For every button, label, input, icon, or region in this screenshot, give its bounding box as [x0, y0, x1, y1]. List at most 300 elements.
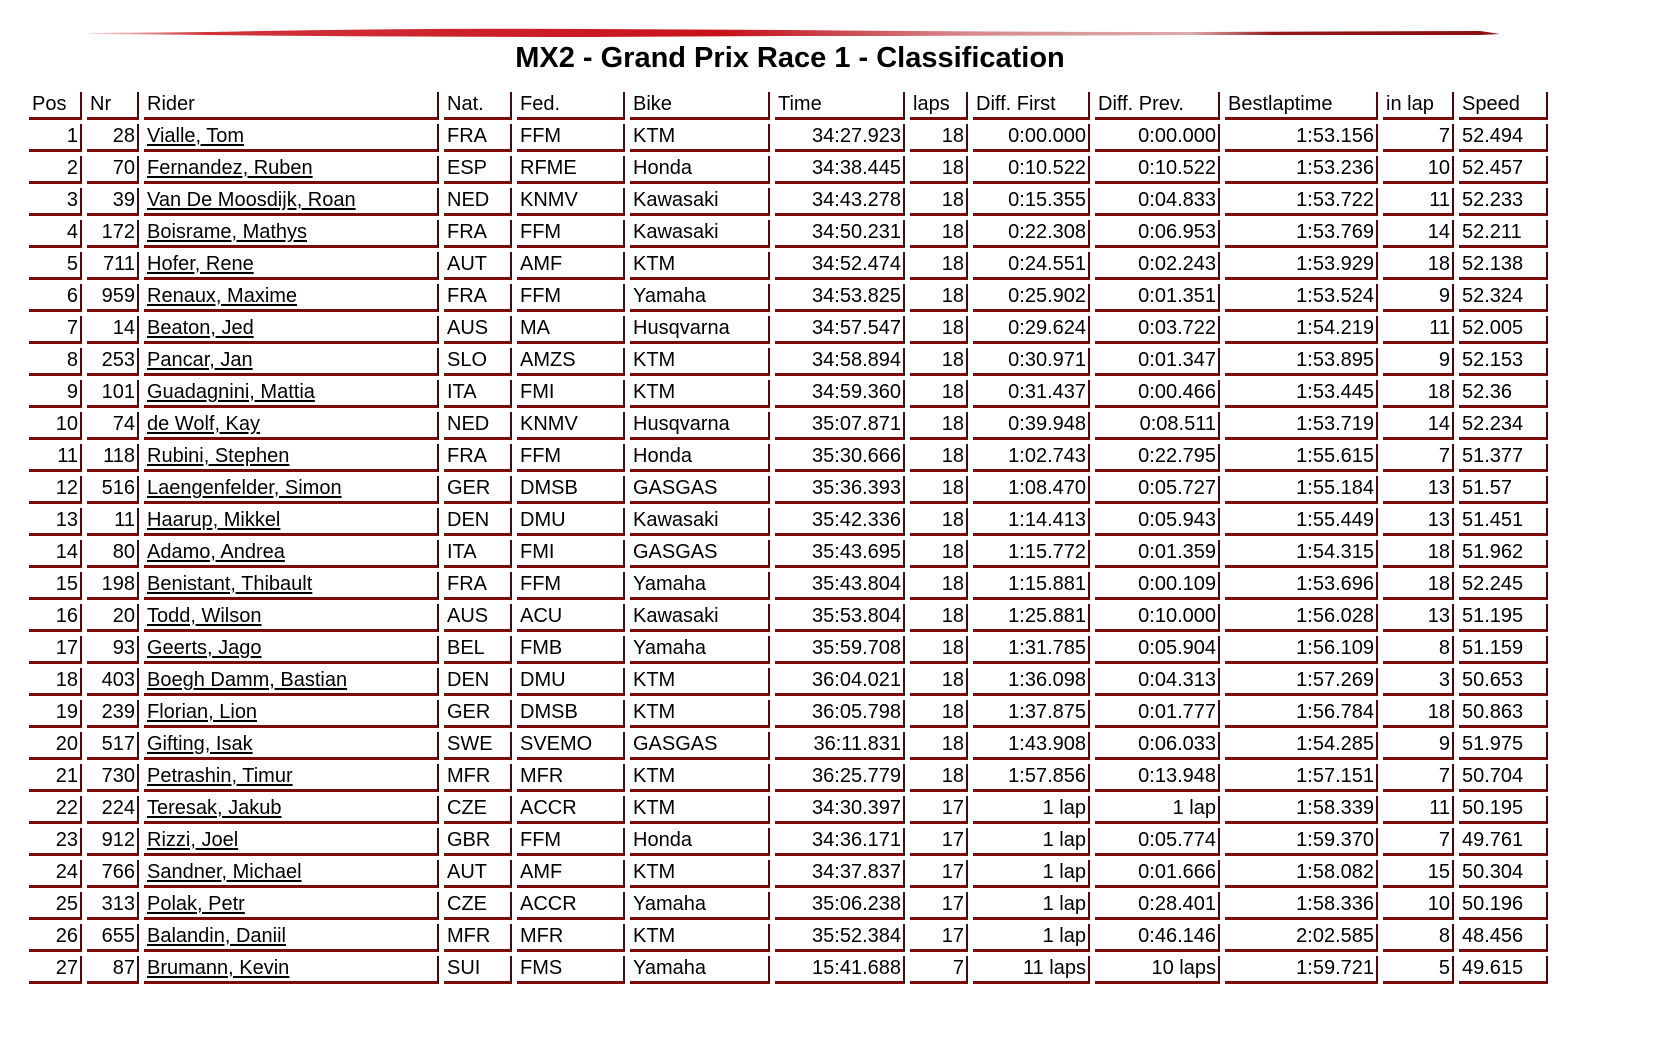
cell-fed: ACCR: [517, 796, 625, 824]
cell-nr: 70: [87, 156, 139, 184]
cell-bestlaptime: 1:59.721: [1225, 956, 1378, 984]
cell-pos: 1: [29, 124, 82, 152]
cell-time: 36:25.779: [775, 764, 905, 792]
cell-diff-prev: 0:00.466: [1095, 380, 1220, 408]
cell-rider: [144, 284, 439, 312]
cell-diff-prev: 0:04.833: [1095, 188, 1220, 216]
cell-laps: 18: [910, 188, 968, 216]
cell-speed: 51.57: [1459, 476, 1548, 504]
column-header-pos: Pos: [29, 92, 82, 120]
cell-fed: FFM: [517, 220, 625, 248]
cell-fed: DMU: [517, 508, 625, 536]
cell-nr: 80: [87, 540, 139, 568]
cell-rider: [144, 444, 439, 472]
cell-fed: MFR: [517, 764, 625, 792]
rider-link[interactable]: Brumann, Kevin: [147, 957, 290, 979]
rider-link[interactable]: Gifting, Isak: [147, 733, 253, 755]
cell-time: 35:52.384: [775, 924, 905, 952]
cell-speed: 52.457: [1459, 156, 1548, 184]
cell-nr: 224: [87, 796, 139, 824]
cell-diff-prev: 0:02.243: [1095, 252, 1220, 280]
cell-bestlaptime: 1:53.524: [1225, 284, 1378, 312]
cell-bestlaptime: 1:53.156: [1225, 124, 1378, 152]
rider-link[interactable]: de Wolf, Kay: [147, 413, 261, 435]
cell-rider: [144, 252, 439, 280]
cell-nat: CZE: [444, 892, 512, 920]
cell-bike: KTM: [630, 764, 770, 792]
cell-in-lap: 18: [1383, 380, 1454, 408]
cell-bike: Yamaha: [630, 572, 770, 600]
cell-nr: 912: [87, 828, 139, 856]
cell-laps: 18: [910, 156, 968, 184]
cell-time: 35:43.804: [775, 572, 905, 600]
cell-nr: 253: [87, 348, 139, 376]
cell-rider: [144, 892, 439, 920]
cell-bestlaptime: 1:56.028: [1225, 604, 1378, 632]
cell-pos: 13: [29, 508, 82, 536]
cell-rider: [144, 572, 439, 600]
column-header-rider: Rider: [144, 92, 439, 120]
cell-diff-first: 1:37.875: [973, 700, 1090, 728]
cell-rider: [144, 700, 439, 728]
cell-laps: 17: [910, 796, 968, 824]
rider-link[interactable]: Haarup, Mikkel: [147, 509, 281, 531]
cell-nr: 11: [87, 508, 139, 536]
rider-link[interactable]: Polak, Petr: [147, 893, 245, 915]
rider-link[interactable]: Laengenfelder, Simon: [147, 477, 342, 499]
rider-link[interactable]: Van De Moosdijk, Roan: [147, 189, 356, 211]
cell-pos: 14: [29, 540, 82, 568]
cell-nr: 93: [87, 636, 139, 664]
cell-time: 34:37.837: [775, 860, 905, 888]
cell-diff-first: 0:29.624: [973, 316, 1090, 344]
cell-time: 34:59.360: [775, 380, 905, 408]
cell-fed: DMSB: [517, 476, 625, 504]
cell-diff-prev: 0:04.313: [1095, 668, 1220, 696]
cell-diff-prev: 0:01.666: [1095, 860, 1220, 888]
cell-nat: ESP: [444, 156, 512, 184]
red-brush-stroke-decoration: [90, 22, 1502, 42]
table-row: [29, 156, 1548, 184]
cell-bike: KTM: [630, 348, 770, 376]
rider-link[interactable]: Geerts, Jago: [147, 637, 262, 659]
cell-in-lap: 8: [1383, 636, 1454, 664]
cell-diff-prev: 0:08.511: [1095, 412, 1220, 440]
cell-laps: 18: [910, 124, 968, 152]
cell-fed: KNMV: [517, 188, 625, 216]
cell-in-lap: 7: [1383, 828, 1454, 856]
rider-link[interactable]: Beaton, Jed: [147, 317, 254, 339]
cell-bestlaptime: 1:53.722: [1225, 188, 1378, 216]
cell-time: 35:07.871: [775, 412, 905, 440]
cell-speed: 52.36: [1459, 380, 1548, 408]
cell-nr: 101: [87, 380, 139, 408]
cell-nat: FRA: [444, 284, 512, 312]
cell-pos: 22: [29, 796, 82, 824]
cell-diff-prev: 0:46.146: [1095, 924, 1220, 952]
cell-bestlaptime: 1:57.151: [1225, 764, 1378, 792]
cell-diff-prev: 0:03.722: [1095, 316, 1220, 344]
cell-speed: 50.195: [1459, 796, 1548, 824]
cell-bike: KTM: [630, 668, 770, 696]
column-header-diff-prev: Diff. Prev.: [1095, 92, 1220, 120]
cell-nat: MFR: [444, 924, 512, 952]
table-row: [29, 252, 1548, 280]
cell-diff-prev: 0:00.109: [1095, 572, 1220, 600]
column-header-diff-first: Diff. First: [973, 92, 1090, 120]
cell-in-lap: 7: [1383, 764, 1454, 792]
rider-link[interactable]: Balandin, Daniil: [147, 925, 286, 947]
cell-speed: 48.456: [1459, 924, 1548, 952]
cell-bike: Kawasaki: [630, 188, 770, 216]
cell-pos: 10: [29, 412, 82, 440]
cell-diff-prev: 0:01.351: [1095, 284, 1220, 312]
cell-rider: [144, 860, 439, 888]
rider-link[interactable]: Adamo, Andrea: [147, 541, 285, 563]
cell-diff-first: 1:15.772: [973, 540, 1090, 568]
cell-diff-prev: 0:06.953: [1095, 220, 1220, 248]
table-row: [29, 668, 1548, 696]
cell-laps: 18: [910, 604, 968, 632]
cell-pos: 25: [29, 892, 82, 920]
cell-bestlaptime: 1:57.269: [1225, 668, 1378, 696]
cell-bestlaptime: 1:54.285: [1225, 732, 1378, 760]
cell-bike: Yamaha: [630, 284, 770, 312]
cell-bike: Kawasaki: [630, 604, 770, 632]
cell-in-lap: 18: [1383, 252, 1454, 280]
cell-in-lap: 18: [1383, 572, 1454, 600]
cell-diff-first: 1 lap: [973, 860, 1090, 888]
cell-bestlaptime: 1:54.219: [1225, 316, 1378, 344]
cell-diff-first: 0:22.308: [973, 220, 1090, 248]
table-header-row: [29, 92, 1548, 120]
rider-link[interactable]: Fernandez, Ruben: [147, 157, 313, 179]
cell-rider: [144, 796, 439, 824]
cell-fed: MA: [517, 316, 625, 344]
cell-bike: Husqvarna: [630, 412, 770, 440]
rider-link[interactable]: Boegh Damm, Bastian: [147, 669, 348, 691]
column-header-bestlaptime: Bestlaptime: [1225, 92, 1378, 120]
cell-speed: 52.211: [1459, 220, 1548, 248]
cell-diff-first: 1:25.881: [973, 604, 1090, 632]
cell-time: 34:38.445: [775, 156, 905, 184]
cell-pos: 3: [29, 188, 82, 216]
cell-nat: GER: [444, 700, 512, 728]
cell-laps: 18: [910, 540, 968, 568]
cell-pos: 18: [29, 668, 82, 696]
cell-diff-first: 11 laps: [973, 956, 1090, 984]
cell-nat: GER: [444, 476, 512, 504]
cell-bike: Honda: [630, 444, 770, 472]
table-row: [29, 796, 1548, 824]
cell-bike: Kawasaki: [630, 220, 770, 248]
cell-time: 34:50.231: [775, 220, 905, 248]
cell-in-lap: 9: [1383, 348, 1454, 376]
cell-in-lap: 7: [1383, 124, 1454, 152]
cell-rider: [144, 764, 439, 792]
cell-fed: KNMV: [517, 412, 625, 440]
rider-link[interactable]: Sandner, Michael: [147, 861, 302, 883]
cell-time: 34:52.474: [775, 252, 905, 280]
cell-nr: 118: [87, 444, 139, 472]
cell-laps: 18: [910, 476, 968, 504]
cell-time: 36:11.831: [775, 732, 905, 760]
cell-bestlaptime: 1:54.315: [1225, 540, 1378, 568]
cell-bike: Yamaha: [630, 636, 770, 664]
cell-laps: 18: [910, 348, 968, 376]
cell-laps: 17: [910, 828, 968, 856]
cell-nr: 711: [87, 252, 139, 280]
cell-laps: 17: [910, 892, 968, 920]
cell-speed: 52.005: [1459, 316, 1548, 344]
cell-diff-first: 1 lap: [973, 892, 1090, 920]
cell-in-lap: 13: [1383, 476, 1454, 504]
cell-pos: 21: [29, 764, 82, 792]
table-row: [29, 732, 1548, 760]
column-header-speed: Speed: [1459, 92, 1548, 120]
cell-speed: 51.451: [1459, 508, 1548, 536]
cell-laps: 18: [910, 764, 968, 792]
cell-bike: Husqvarna: [630, 316, 770, 344]
cell-speed: 49.615: [1459, 956, 1548, 984]
cell-nat: SUI: [444, 956, 512, 984]
cell-diff-prev: 10 laps: [1095, 956, 1220, 984]
column-header-laps: laps: [910, 92, 968, 120]
cell-nr: 655: [87, 924, 139, 952]
cell-nr: 39: [87, 188, 139, 216]
cell-diff-first: 1:08.470: [973, 476, 1090, 504]
cell-speed: 52.324: [1459, 284, 1548, 312]
cell-bike: Kawasaki: [630, 508, 770, 536]
cell-diff-first: 0:25.902: [973, 284, 1090, 312]
cell-bike: Yamaha: [630, 892, 770, 920]
cell-bestlaptime: 1:58.339: [1225, 796, 1378, 824]
cell-time: 35:53.804: [775, 604, 905, 632]
cell-fed: AMF: [517, 860, 625, 888]
cell-in-lap: 13: [1383, 604, 1454, 632]
table-row: [29, 508, 1548, 536]
cell-time: 35:42.336: [775, 508, 905, 536]
table-row: [29, 412, 1548, 440]
cell-in-lap: 15: [1383, 860, 1454, 888]
cell-pos: 26: [29, 924, 82, 952]
cell-bike: Honda: [630, 156, 770, 184]
table-row: [29, 828, 1548, 856]
table-row: [29, 540, 1548, 568]
cell-diff-prev: 0:05.727: [1095, 476, 1220, 504]
cell-rider: [144, 828, 439, 856]
cell-speed: 50.653: [1459, 668, 1548, 696]
cell-speed: 52.138: [1459, 252, 1548, 280]
cell-fed: FMB: [517, 636, 625, 664]
rider-link[interactable]: Benistant, Thibault: [147, 573, 313, 595]
cell-pos: 16: [29, 604, 82, 632]
cell-in-lap: 14: [1383, 412, 1454, 440]
cell-bestlaptime: 1:58.082: [1225, 860, 1378, 888]
cell-diff-first: 1 lap: [973, 924, 1090, 952]
cell-bike: Yamaha: [630, 956, 770, 984]
cell-bestlaptime: 1:53.895: [1225, 348, 1378, 376]
cell-diff-first: 1:57.856: [973, 764, 1090, 792]
cell-diff-first: 1:36.098: [973, 668, 1090, 696]
cell-speed: 52.233: [1459, 188, 1548, 216]
cell-nat: NED: [444, 412, 512, 440]
cell-pos: 12: [29, 476, 82, 504]
cell-nr: 517: [87, 732, 139, 760]
cell-pos: 17: [29, 636, 82, 664]
rider-link[interactable]: Teresak, Jakub: [147, 797, 282, 819]
cell-in-lap: 5: [1383, 956, 1454, 984]
cell-time: 15:41.688: [775, 956, 905, 984]
cell-fed: ACU: [517, 604, 625, 632]
cell-bestlaptime: 1:53.236: [1225, 156, 1378, 184]
rider-link[interactable]: Renaux, Maxime: [147, 285, 298, 307]
cell-speed: 50.863: [1459, 700, 1548, 728]
cell-laps: 18: [910, 220, 968, 248]
cell-time: 34:58.894: [775, 348, 905, 376]
cell-diff-prev: 0:13.948: [1095, 764, 1220, 792]
cell-bestlaptime: 1:59.370: [1225, 828, 1378, 856]
cell-rider: [144, 668, 439, 696]
cell-nat: ITA: [444, 380, 512, 408]
cell-fed: FMS: [517, 956, 625, 984]
cell-rider: [144, 220, 439, 248]
cell-fed: DMU: [517, 668, 625, 696]
cell-nr: 87: [87, 956, 139, 984]
table-row: [29, 348, 1548, 376]
cell-time: 35:43.695: [775, 540, 905, 568]
cell-laps: 18: [910, 668, 968, 696]
cell-nr: 74: [87, 412, 139, 440]
cell-bike: GASGAS: [630, 476, 770, 504]
cell-in-lap: 10: [1383, 156, 1454, 184]
cell-rider: [144, 156, 439, 184]
cell-fed: FFM: [517, 572, 625, 600]
cell-pos: 6: [29, 284, 82, 312]
cell-speed: 50.704: [1459, 764, 1548, 792]
cell-bestlaptime: 1:53.719: [1225, 412, 1378, 440]
cell-fed: SVEMO: [517, 732, 625, 760]
cell-laps: 18: [910, 316, 968, 344]
table-row: [29, 764, 1548, 792]
table-row: [29, 860, 1548, 888]
rider-link[interactable]: Todd, Wilson: [147, 605, 262, 627]
cell-diff-first: 1:43.908: [973, 732, 1090, 760]
cell-fed: RFME: [517, 156, 625, 184]
cell-bike: KTM: [630, 700, 770, 728]
cell-diff-first: 1:02.743: [973, 444, 1090, 472]
cell-nr: 20: [87, 604, 139, 632]
cell-rider: [144, 348, 439, 376]
cell-in-lap: 18: [1383, 540, 1454, 568]
cell-nat: AUT: [444, 252, 512, 280]
cell-bike: KTM: [630, 860, 770, 888]
table-row: [29, 220, 1548, 248]
cell-pos: 15: [29, 572, 82, 600]
cell-nat: NED: [444, 188, 512, 216]
cell-diff-prev: 0:05.904: [1095, 636, 1220, 664]
cell-rider: [144, 604, 439, 632]
cell-rider: [144, 924, 439, 952]
table-row: [29, 604, 1548, 632]
cell-bike: Honda: [630, 828, 770, 856]
cell-bike: KTM: [630, 252, 770, 280]
cell-diff-first: 0:30.971: [973, 348, 1090, 376]
rider-link[interactable]: Guadagnini, Mattia: [147, 381, 315, 403]
cell-laps: 18: [910, 572, 968, 600]
cell-diff-first: 1 lap: [973, 796, 1090, 824]
cell-time: 34:53.825: [775, 284, 905, 312]
cell-diff-prev: 0:06.033: [1095, 732, 1220, 760]
cell-diff-first: 1 lap: [973, 828, 1090, 856]
rider-link[interactable]: Pancar, Jan: [147, 349, 253, 371]
cell-bestlaptime: 1:58.336: [1225, 892, 1378, 920]
cell-fed: AMF: [517, 252, 625, 280]
cell-nr: 313: [87, 892, 139, 920]
cell-diff-first: 0:24.551: [973, 252, 1090, 280]
cell-bestlaptime: 1:53.769: [1225, 220, 1378, 248]
cell-diff-first: 1:15.881: [973, 572, 1090, 600]
cell-rider: [144, 412, 439, 440]
cell-diff-first: 0:00.000: [973, 124, 1090, 152]
table-row: [29, 316, 1548, 344]
cell-rider: [144, 124, 439, 152]
cell-nat: FRA: [444, 444, 512, 472]
cell-pos: 27: [29, 956, 82, 984]
cell-bestlaptime: 2:02.585: [1225, 924, 1378, 952]
cell-nat: BEL: [444, 636, 512, 664]
cell-fed: AMZS: [517, 348, 625, 376]
cell-laps: 18: [910, 508, 968, 536]
table-row: [29, 444, 1548, 472]
cell-nr: 28: [87, 124, 139, 152]
rider-link[interactable]: Hofer, Rene: [147, 253, 254, 275]
cell-in-lap: 10: [1383, 892, 1454, 920]
rider-link[interactable]: Rizzi, Joel: [147, 829, 239, 851]
cell-nat: FRA: [444, 572, 512, 600]
rider-link[interactable]: Petrashin, Timur: [147, 765, 293, 787]
table-row: [29, 380, 1548, 408]
cell-laps: 7: [910, 956, 968, 984]
cell-diff-first: 0:39.948: [973, 412, 1090, 440]
table-body: [29, 124, 1548, 984]
cell-bestlaptime: 1:53.696: [1225, 572, 1378, 600]
rider-link[interactable]: Boisrame, Mathys: [147, 221, 308, 243]
cell-laps: 18: [910, 444, 968, 472]
cell-laps: 18: [910, 412, 968, 440]
rider-link[interactable]: Florian, Lion: [147, 701, 258, 723]
cell-bike: GASGAS: [630, 732, 770, 760]
rider-link[interactable]: Vialle, Tom: [147, 125, 245, 147]
cell-in-lap: 8: [1383, 924, 1454, 952]
table-row: [29, 188, 1548, 216]
cell-diff-prev: 0:28.401: [1095, 892, 1220, 920]
cell-pos: 2: [29, 156, 82, 184]
table-row: [29, 700, 1548, 728]
cell-pos: 24: [29, 860, 82, 888]
cell-nat: FRA: [444, 220, 512, 248]
cell-speed: 51.377: [1459, 444, 1548, 472]
cell-diff-prev: 0:05.943: [1095, 508, 1220, 536]
rider-link[interactable]: Rubini, Stephen: [147, 445, 290, 467]
cell-nr: 239: [87, 700, 139, 728]
cell-diff-first: 1:14.413: [973, 508, 1090, 536]
cell-nat: GBR: [444, 828, 512, 856]
cell-nr: 730: [87, 764, 139, 792]
cell-pos: 7: [29, 316, 82, 344]
column-header-time: Time: [775, 92, 905, 120]
cell-rider: [144, 476, 439, 504]
